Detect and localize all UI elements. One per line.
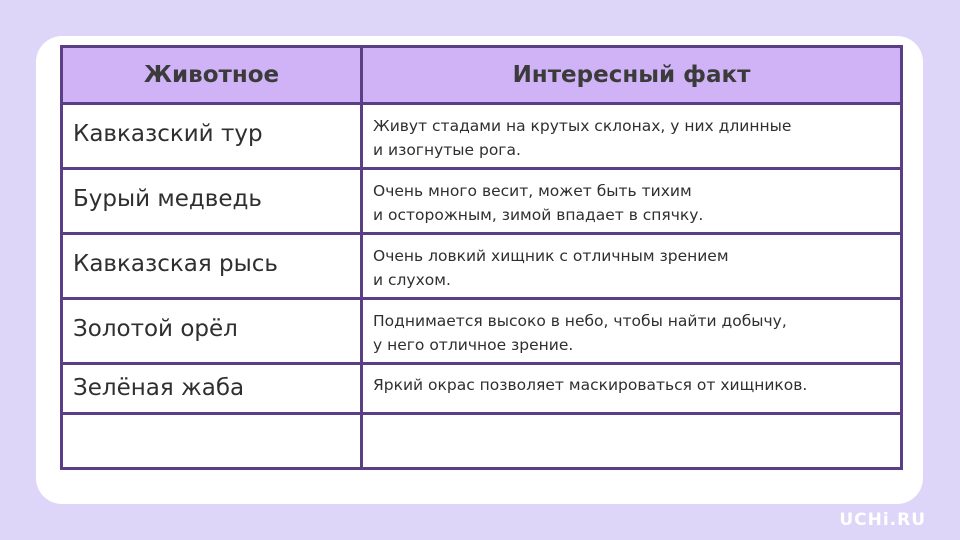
column-header-fact: Интересный факт	[362, 47, 902, 104]
fact-cell	[362, 299, 902, 364]
animal-fact: Поднимается высоко в небо, чтобы найти добычу, у него отличное зрение.	[373, 312, 787, 354]
animal-fact	[363, 415, 900, 424]
animal-fact: Яркий окрас позволяет маскироваться от хищников.	[373, 376, 808, 394]
table-row	[62, 169, 902, 234]
table-row-empty	[62, 414, 902, 469]
animal-cell	[62, 104, 362, 169]
table-header-row	[62, 47, 902, 104]
animal-name: Золотой орёл	[73, 316, 238, 342]
fact-cell	[362, 104, 902, 169]
animal-name: Кавказский тур	[73, 121, 263, 147]
animal-cell	[62, 414, 362, 469]
fact-cell	[362, 169, 902, 234]
animal-name	[63, 415, 360, 431]
table-row	[62, 234, 902, 299]
table-row	[62, 364, 902, 414]
fact-cell	[362, 234, 902, 299]
animal-cell	[62, 364, 362, 414]
uchi-ru-logo: UCHi.RU	[839, 510, 926, 530]
animal-name: Кавказская рысь	[73, 251, 278, 277]
animal-fact: Живут стадами на крутых склонах, у них длинные и изогнутые рога.	[373, 117, 792, 159]
animal-name: Бурый медведь	[73, 186, 262, 212]
fact-cell	[362, 364, 902, 414]
animal-name: Зелёная жаба	[73, 375, 245, 401]
animal-cell	[62, 169, 362, 234]
table-row	[62, 104, 902, 169]
animal-fact: Очень много весит, может быть тихим и осторожным, зимой впадает в спячку.	[373, 182, 704, 224]
animal-cell	[62, 299, 362, 364]
animal-fact: Очень ловкий хищник с отличным зрением и слухом.	[373, 247, 729, 289]
table-row	[62, 299, 902, 364]
column-header-animal: Животное	[62, 47, 362, 104]
fact-cell	[362, 414, 902, 469]
animal-cell	[62, 234, 362, 299]
animals-facts-table	[60, 45, 903, 470]
